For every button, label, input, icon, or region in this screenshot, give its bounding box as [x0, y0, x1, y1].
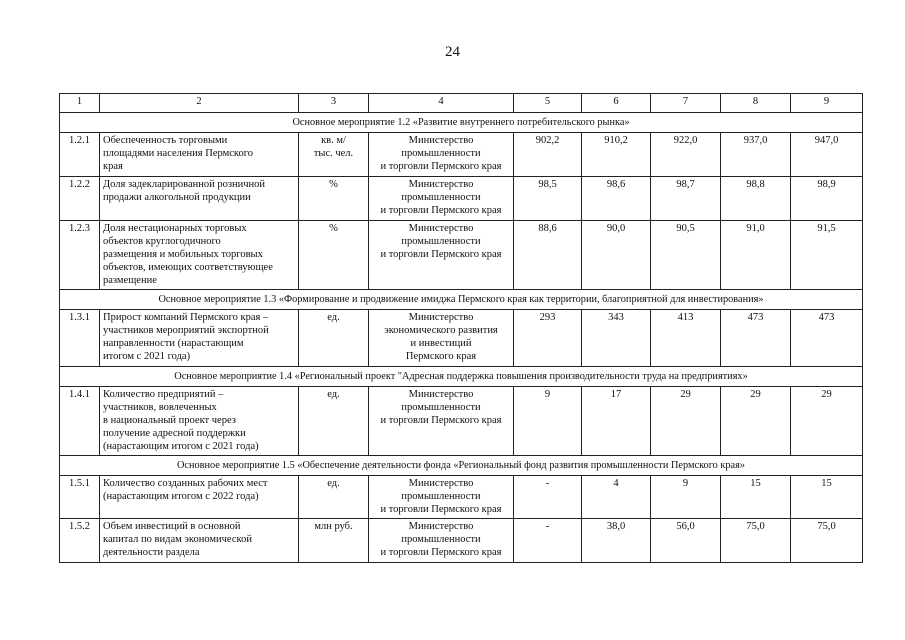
indicator-executor-line: промышленности — [401, 534, 481, 545]
value-cell: 29 — [721, 387, 791, 456]
table-body — [60, 94, 863, 563]
indicators-table — [59, 93, 863, 563]
value-cell: 56,0 — [651, 519, 721, 563]
indicator-executor — [369, 310, 514, 367]
value-cell: 343 — [582, 310, 651, 367]
indicator-executor — [369, 387, 514, 456]
value-cell: 91,0 — [721, 221, 791, 290]
section-title: Основное мероприятие 1.5 «Обеспечение деятельности фонда «Региональный фонд развития промышленности Пермского края» — [60, 456, 863, 476]
indicator-executor-line: промышленности — [401, 402, 481, 413]
value-cell: 15 — [791, 476, 863, 519]
indicator-executor-line: и торговли Пермского края — [380, 205, 502, 216]
indicator-executor — [369, 476, 514, 519]
indicator-name-line: капитал по видам экономической — [103, 534, 252, 545]
indicator-executor-line: и торговли Пермского края — [380, 547, 502, 558]
value-cell: 98,9 — [791, 177, 863, 221]
indicator-executor-line: промышленности — [401, 236, 481, 247]
value-cell: 17 — [582, 387, 651, 456]
indicator-unit-line: ед. — [327, 389, 340, 400]
value-cell: 910,2 — [582, 133, 651, 177]
header-cell: 1 — [60, 94, 100, 113]
indicator-executor — [369, 519, 514, 563]
header-cell: 8 — [721, 94, 791, 113]
table-row — [60, 221, 863, 290]
header-cell: 7 — [651, 94, 721, 113]
indicator-executor-line: и торговли Пермского края — [380, 504, 502, 515]
indicator-unit — [299, 476, 369, 519]
indicator-executor-line: Пермского края — [405, 351, 477, 362]
table-row — [60, 177, 863, 221]
indicator-code: 1.3.1 — [60, 310, 100, 367]
table-row — [60, 519, 863, 563]
value-cell: 29 — [651, 387, 721, 456]
indicator-name — [100, 387, 299, 456]
indicator-name-line: Количество предприятий – — [103, 389, 224, 400]
indicator-name-line: итогом с 2021 года) — [103, 351, 191, 362]
indicator-name-line: размещения и мобильных торговых — [103, 249, 263, 260]
indicator-unit-line: млн руб. — [314, 521, 353, 532]
value-cell: 98,6 — [582, 177, 651, 221]
indicator-executor-line: Министерство — [408, 135, 474, 146]
indicator-executor-line: Министерство — [408, 312, 474, 323]
indicator-name — [100, 519, 299, 563]
section-title: Основное мероприятие 1.3 «Формирование и продвижение имиджа Пермского края как территории, благоприятной для инвестирования» — [60, 290, 863, 310]
indicator-name-line: площадями населения Пермского — [103, 148, 253, 159]
value-cell: 9 — [651, 476, 721, 519]
indicator-unit-line: % — [329, 223, 338, 234]
indicator-name-line: размещение — [103, 275, 157, 286]
indicator-code: 1.5.1 — [60, 476, 100, 519]
value-cell: 922,0 — [651, 133, 721, 177]
header-row — [60, 94, 863, 113]
value-cell: 88,6 — [514, 221, 582, 290]
indicator-name-line: Доля нестационарных торговых — [103, 223, 247, 234]
page-number: 24 — [445, 44, 460, 60]
indicator-unit-line: % — [329, 179, 338, 190]
value-cell: - — [514, 476, 582, 519]
indicator-executor-line: Министерство — [408, 223, 474, 234]
indicator-executor — [369, 221, 514, 290]
indicator-name-line: Доля задекларированной розничной — [103, 179, 266, 190]
header-cell: 3 — [299, 94, 369, 113]
indicator-code: 1.2.2 — [60, 177, 100, 221]
header-cell: 4 — [369, 94, 514, 113]
indicator-executor-line: промышленности — [401, 192, 481, 203]
indicator-unit-line: ед. — [327, 478, 340, 489]
value-cell: 38,0 — [582, 519, 651, 563]
indicator-name-line: Количество созданных рабочих мест — [103, 478, 268, 489]
indicator-name-line: участников мероприятий экспортной — [103, 325, 269, 336]
value-cell: - — [514, 519, 582, 563]
indicator-name-line: (нарастающим итогом с 2021 года) — [103, 441, 259, 452]
indicator-name-line: Обеспеченность торговыми — [103, 135, 228, 146]
indicator-name-line: продажи алкогольной продукции — [103, 192, 251, 203]
value-cell: 413 — [651, 310, 721, 367]
value-cell: 91,5 — [791, 221, 863, 290]
value-cell: 98,8 — [721, 177, 791, 221]
header-cell: 2 — [100, 94, 299, 113]
indicator-executor-line: Министерство — [408, 389, 474, 400]
value-cell: 98,5 — [514, 177, 582, 221]
value-cell: 293 — [514, 310, 582, 367]
indicator-executor-line: и торговли Пермского края — [380, 415, 502, 426]
table-row — [60, 133, 863, 177]
indicator-executor-line: Министерство — [408, 521, 474, 532]
indicator-name-line: деятельности раздела — [103, 547, 200, 558]
indicator-unit — [299, 519, 369, 563]
section-row — [60, 113, 863, 133]
section-row — [60, 456, 863, 476]
value-cell: 75,0 — [791, 519, 863, 563]
table-row — [60, 387, 863, 456]
header-cell: 5 — [514, 94, 582, 113]
indicator-name — [100, 221, 299, 290]
indicator-unit — [299, 177, 369, 221]
indicator-unit — [299, 387, 369, 456]
header-cell: 6 — [582, 94, 651, 113]
indicator-name-line: объектов, имеющих соответствующее — [103, 262, 273, 273]
indicator-executor-line: и инвестиций — [410, 338, 472, 349]
value-cell: 29 — [791, 387, 863, 456]
indicator-name-line: (нарастающим итогом с 2022 года) — [103, 491, 259, 502]
indicator-name-line: в национальный проект через — [103, 415, 236, 426]
value-cell: 90,0 — [582, 221, 651, 290]
indicator-name — [100, 177, 299, 221]
indicator-name-line: направленности (нарастающим — [103, 338, 244, 349]
indicator-unit — [299, 133, 369, 177]
value-cell: 937,0 — [721, 133, 791, 177]
indicator-unit — [299, 221, 369, 290]
indicator-executor-line: промышленности — [401, 148, 481, 159]
section-title: Основное мероприятие 1.2 «Развитие внутреннего потребительского рынка» — [60, 113, 863, 133]
indicator-name-line: Прирост компаний Пермского края – — [103, 312, 269, 323]
indicator-name-line: края — [103, 161, 123, 172]
indicator-unit — [299, 310, 369, 367]
indicator-executor-line: и торговли Пермского края — [380, 161, 502, 172]
section-title: Основное мероприятие 1.4 «Региональный проект "Адресная поддержка повышения производительности труда на предприятиях» — [60, 367, 863, 387]
indicator-code: 1.5.2 — [60, 519, 100, 563]
table-row — [60, 476, 863, 519]
section-row — [60, 367, 863, 387]
indicator-unit-line: тыс. чел. — [313, 148, 354, 159]
value-cell: 15 — [721, 476, 791, 519]
value-cell: 902,2 — [514, 133, 582, 177]
value-cell: 4 — [582, 476, 651, 519]
header-cell: 9 — [791, 94, 863, 113]
indicator-name — [100, 476, 299, 519]
value-cell: 473 — [721, 310, 791, 367]
value-cell: 473 — [791, 310, 863, 367]
indicator-name — [100, 310, 299, 367]
indicator-executor-line: экономического развития — [384, 325, 498, 336]
indicator-unit-line: ед. — [327, 312, 340, 323]
indicator-name — [100, 133, 299, 177]
value-cell: 90,5 — [651, 221, 721, 290]
indicator-code: 1.4.1 — [60, 387, 100, 456]
indicator-code: 1.2.3 — [60, 221, 100, 290]
value-cell: 75,0 — [721, 519, 791, 563]
indicator-code: 1.2.1 — [60, 133, 100, 177]
value-cell: 98,7 — [651, 177, 721, 221]
indicator-executor-line: Министерство — [408, 179, 474, 190]
indicator-name-line: участников, вовлеченных — [103, 402, 217, 413]
indicator-executor — [369, 133, 514, 177]
indicator-name-line: объектов круглогодичного — [103, 236, 221, 247]
indicator-unit-line: кв. м/ — [321, 135, 346, 146]
section-row — [60, 290, 863, 310]
value-cell: 947,0 — [791, 133, 863, 177]
table-row — [60, 310, 863, 367]
indicator-name-line: получение адресной поддержки — [103, 428, 246, 439]
indicator-executor-line: и торговли Пермского края — [380, 249, 502, 260]
value-cell: 9 — [514, 387, 582, 456]
indicator-executor-line: промышленности — [401, 491, 481, 502]
indicator-name-line: Объем инвестиций в основной — [103, 521, 241, 532]
indicator-executor — [369, 177, 514, 221]
indicator-executor-line: Министерство — [408, 478, 474, 489]
